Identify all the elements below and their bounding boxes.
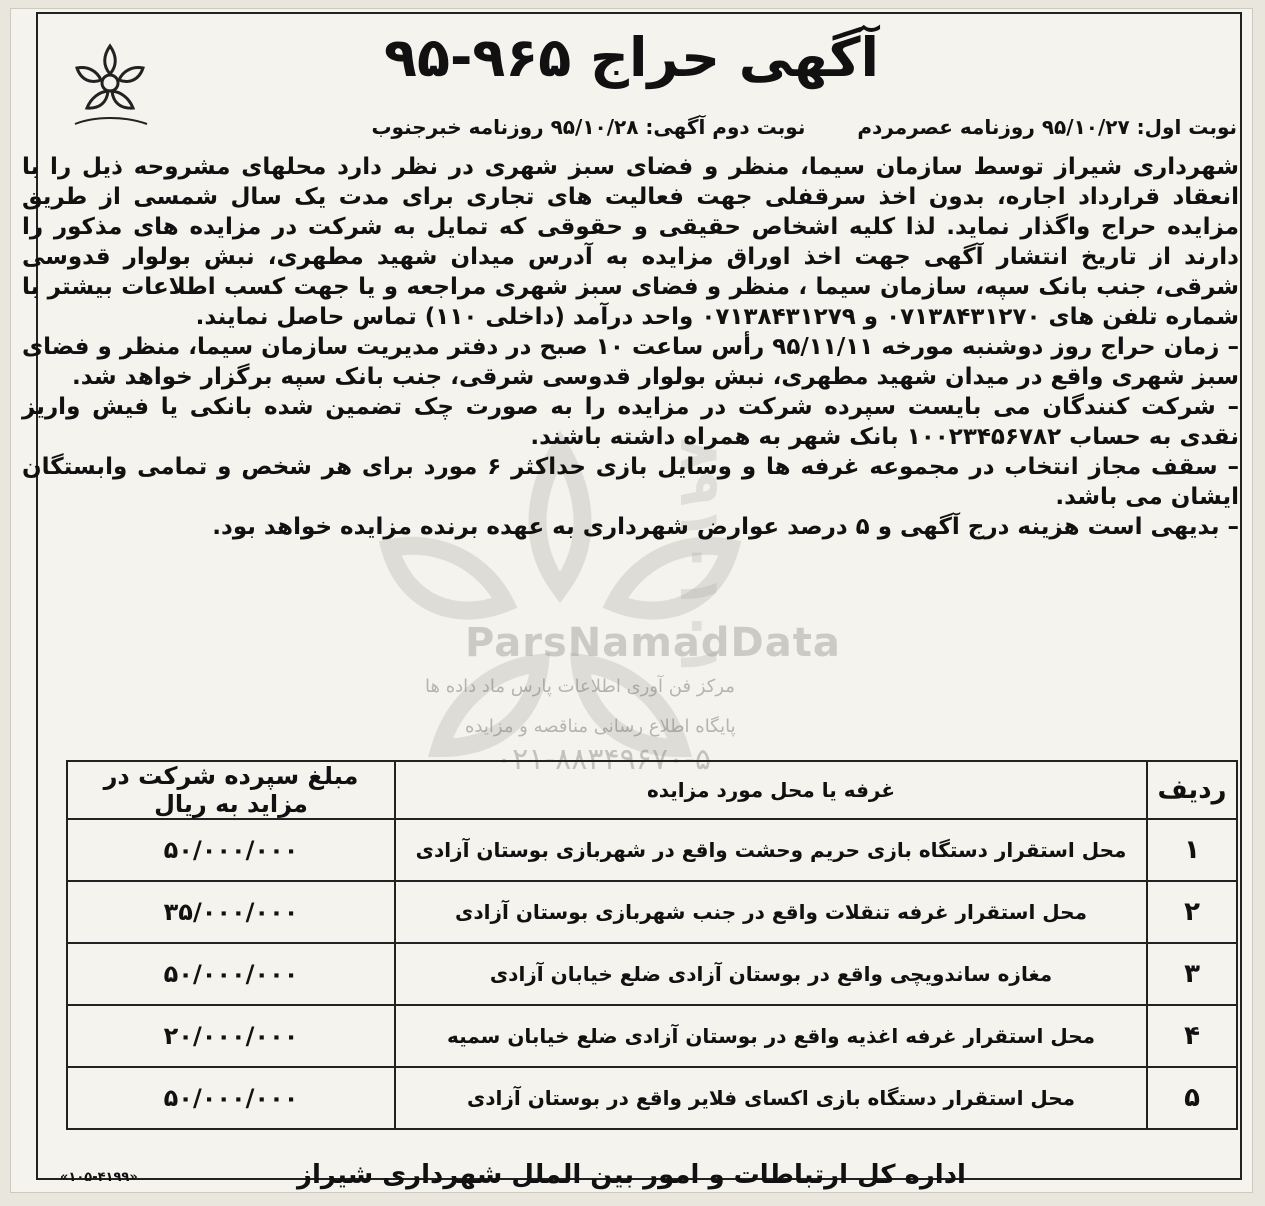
table-row bbox=[67, 819, 1237, 881]
row-deposit: ۵۰/۰۰۰/۰۰۰ bbox=[67, 1067, 395, 1129]
watermark-brand: ParsNamadData bbox=[465, 620, 841, 666]
table-row bbox=[67, 1005, 1237, 1067]
ad-header bbox=[10, 8, 1253, 148]
deposit-paragraph: – شرکت کنندگان می بایست سپرده شرکت در مزایده را به صورت چک تضمین شده بانکی یا فیش واریز نقدی به حساب ۱۰۰۲۳۴۵۶۷۸۲ بانک شهر به همراه داشته باشند. bbox=[22, 394, 1239, 450]
row-number: ۴ bbox=[1147, 1005, 1237, 1067]
watermark-line-2: پایگاه اطلاع رسانی مناقصه و مزایده bbox=[465, 716, 736, 737]
header-location: غرفه یا محل مورد مزایده bbox=[395, 761, 1147, 819]
row-location: مغازه ساندویچی واقع در بوستان آزادی ضلع خیابان آزادی bbox=[395, 943, 1147, 1005]
row-location: محل استقرار دستگاه بازی حریم وحشت واقع در شهربازی بوستان آزادی bbox=[395, 819, 1147, 881]
issuing-office: اداره کل ارتباطات و امور بین الملل شهرداری شیراز bbox=[297, 1160, 966, 1190]
row-location: محل استقرار غرفه اغذیه واقع در بوستان آزادی ضلع خیابان سمیه bbox=[395, 1005, 1147, 1067]
second-publication: نوبت دوم آگهی: ۹۵/۱۰/۲۸ روزنامه خبرجنوب bbox=[371, 115, 806, 139]
watermark-stamp: ۸۹۱۰۱۰۱ bbox=[667, 438, 732, 678]
ad-title: آگهی حراج ۹۶۵-۹۵ bbox=[384, 26, 879, 89]
table-row bbox=[67, 1067, 1237, 1129]
ad-body bbox=[22, 152, 1239, 542]
row-number: ۱ bbox=[1147, 819, 1237, 881]
auction-table bbox=[66, 760, 1238, 1130]
table-row bbox=[67, 881, 1237, 943]
row-location: محل استقرار دستگاه بازی اکسای فلایر واقع در بوستان آزادی bbox=[395, 1067, 1147, 1129]
row-number: ۲ bbox=[1147, 881, 1237, 943]
intro-paragraph: شهرداری شیراز توسط سازمان سیما، منظر و فضای سبز شهری در نظر دارد محلهای مشروحه ذیل را با انعقاد قرارداد اجاره، بدون اخذ سرقفلی جهت فعالیت های تجاری برای مدت یک سال شمسی از طریق مزایده حراج واگذار نماید. لذا کلیه اشخاص حقیقی و حقوقی که تمایل به شرکت در مزایده های مذکور را دارند از تاریخ انتشار آگهی جهت اخذ اوراق مزایده به آدرس میدان شهید مطهری، نبش بولوار قدوسی شرقی، جنب بانک سپه، سازمان سیما ، منظر و فضای سبز شهری مراجعه و یا جهت کسب اطلاعات بیشتر با شماره تلفن های ۰۷۱۳۸۴۳۱۲۷۰ و ۰۷۱۳۸۴۳۱۲۷۹ واحد درآمد (داخلی ۱۱۰) تماس حاصل نمایند. bbox=[22, 154, 1239, 330]
table-row bbox=[67, 943, 1237, 1005]
row-deposit: ۵۰/۰۰۰/۰۰۰ bbox=[67, 943, 395, 1005]
first-publication: نوبت اول: ۹۵/۱۰/۲۷ روزنامه عصرمردم bbox=[857, 115, 1237, 139]
selection-limit-paragraph: – سقف مجاز انتخاب در مجموعه غرفه ها و وسایل بازی حداکثر ۶ مورد برای هر شخص و تمامی وابستگان ایشان می باشد. bbox=[22, 454, 1239, 510]
table-header-row bbox=[67, 761, 1237, 819]
row-deposit: ۳۵/۰۰۰/۰۰۰ bbox=[67, 881, 395, 943]
row-number: ۵ bbox=[1147, 1067, 1237, 1129]
auction-time-paragraph: – زمان حراج روز دوشنبه مورخه ۹۵/۱۱/۱۱ رأس ساعت ۱۰ صبح در دفتر مدیریت سازمان سیما، منظر و فضای سبز شهری واقع در میدان شهید مطهری، نبش بولوار قدوسی شرقی، جنب بانک سپه برگزار خواهد شد. bbox=[22, 334, 1239, 390]
header-deposit: مبلغ سپرده شرکت در مزاید به ریال bbox=[67, 761, 395, 819]
watermark-line-1: مرکز فن آوری اطلاعات پارس ماد داده ها bbox=[425, 676, 735, 697]
row-location: محل استقرار غرفه تنقلات واقع در جنب شهربازی بوستان آزادی bbox=[395, 881, 1147, 943]
row-deposit: ۵۰/۰۰۰/۰۰۰ bbox=[67, 819, 395, 881]
fees-paragraph: – بدیهی است هزینه درج آگهی و ۵ درصد عوارض شهرداری به عهده برنده مزایده خواهد بود. bbox=[212, 514, 1239, 540]
row-deposit: ۲۰/۰۰۰/۰۰۰ bbox=[67, 1005, 395, 1067]
publication-schedule bbox=[160, 115, 1237, 139]
row-number: ۳ bbox=[1147, 943, 1237, 1005]
newspaper-page bbox=[10, 8, 1253, 1193]
ad-code: «۱۰۵-۴۱۹۹» bbox=[60, 1170, 138, 1185]
header-row-number: ردیف bbox=[1147, 761, 1237, 819]
watermark-phone: ۰۲۱-۸۸۳۴۹۶۷۰-۵ bbox=[496, 742, 712, 777]
